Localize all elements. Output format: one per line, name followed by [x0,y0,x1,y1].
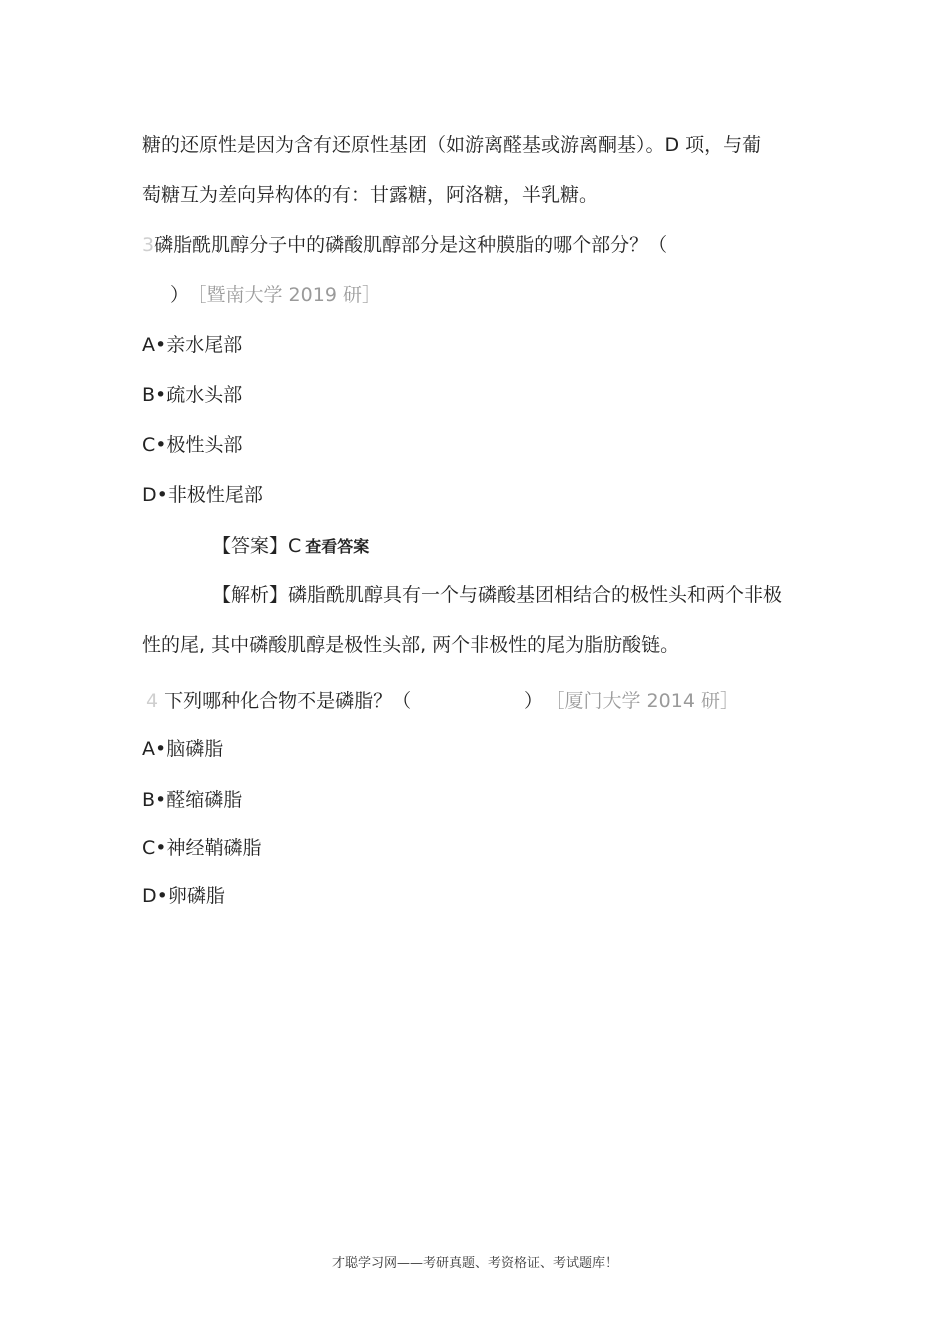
question-4-stem [146,689,411,713]
option-b [142,788,242,812]
analysis-label: 【解析】 [212,584,289,606]
option-text: 极性头部 [166,434,243,456]
answer-line [212,534,369,559]
option-letter: D• [142,885,168,907]
view-answer-link[interactable]: 查看答案 [305,537,370,556]
paren-close: ） [524,690,544,712]
question-source: ［暨南大学 2019 研］ [197,284,381,306]
answer-value: C [288,535,302,557]
option-c [142,433,243,457]
paren-close: ） [170,284,190,306]
question-source: ［厦门大学 2014 研］ [555,690,739,712]
option-letter: B• [142,384,167,406]
option-a [142,333,242,357]
explanation-line-1: 糖的还原性是因为含有还原性基团（如游离醛基或游离酮基）。D 项，与葡 [142,134,762,156]
option-text: 卵磷脂 [167,885,225,907]
option-c [142,836,262,860]
option-letter: A• [142,334,167,356]
option-letter: D• [142,484,168,506]
question-number: 4 [146,690,159,712]
question-3-stem [142,233,667,257]
option-d [142,483,263,507]
option-text: 神经鞘磷脂 [166,837,262,859]
option-d [142,884,225,908]
question-4-source-line [524,689,739,713]
option-a [142,737,223,761]
answer-label: 【答案】 [212,535,289,557]
option-text: 非极性尾部 [167,484,263,506]
page-footer: 才聪学习网——考研真题、考资格证、考试题库！ [331,1256,618,1271]
option-text: 疏水头部 [166,384,243,406]
question-number: 3 [142,234,155,256]
option-text: 脑磷脂 [166,738,224,760]
question-3-source-line [170,283,381,307]
analysis-text: 磷脂酰肌醇具有一个与磷酸基团相结合的极性头和两个非极 [288,584,783,606]
question-text: 磷脂酰肌醇分子中的磷酸肌醇部分是这种膜脂的哪个部分？（ [154,234,668,256]
option-b [142,383,242,407]
option-text: 亲水尾部 [166,334,243,356]
analysis-line-1 [212,583,782,607]
option-letter: A• [142,738,167,760]
question-text: 下列哪种化合物不是磷脂？（ [164,690,412,712]
analysis-line-2: 性的尾, 其中磷酸肌醇是极性头部, 两个非极性的尾为脂肪酸链。 [142,634,680,656]
explanation-line-2: 萄糖互为差向异构体的有：甘露糖，阿洛糖，半乳糖。 [142,184,599,206]
option-text: 醛缩磷脂 [166,789,243,811]
option-letter: C• [142,837,167,859]
option-letter: C• [142,434,167,456]
option-letter: B• [142,789,167,811]
